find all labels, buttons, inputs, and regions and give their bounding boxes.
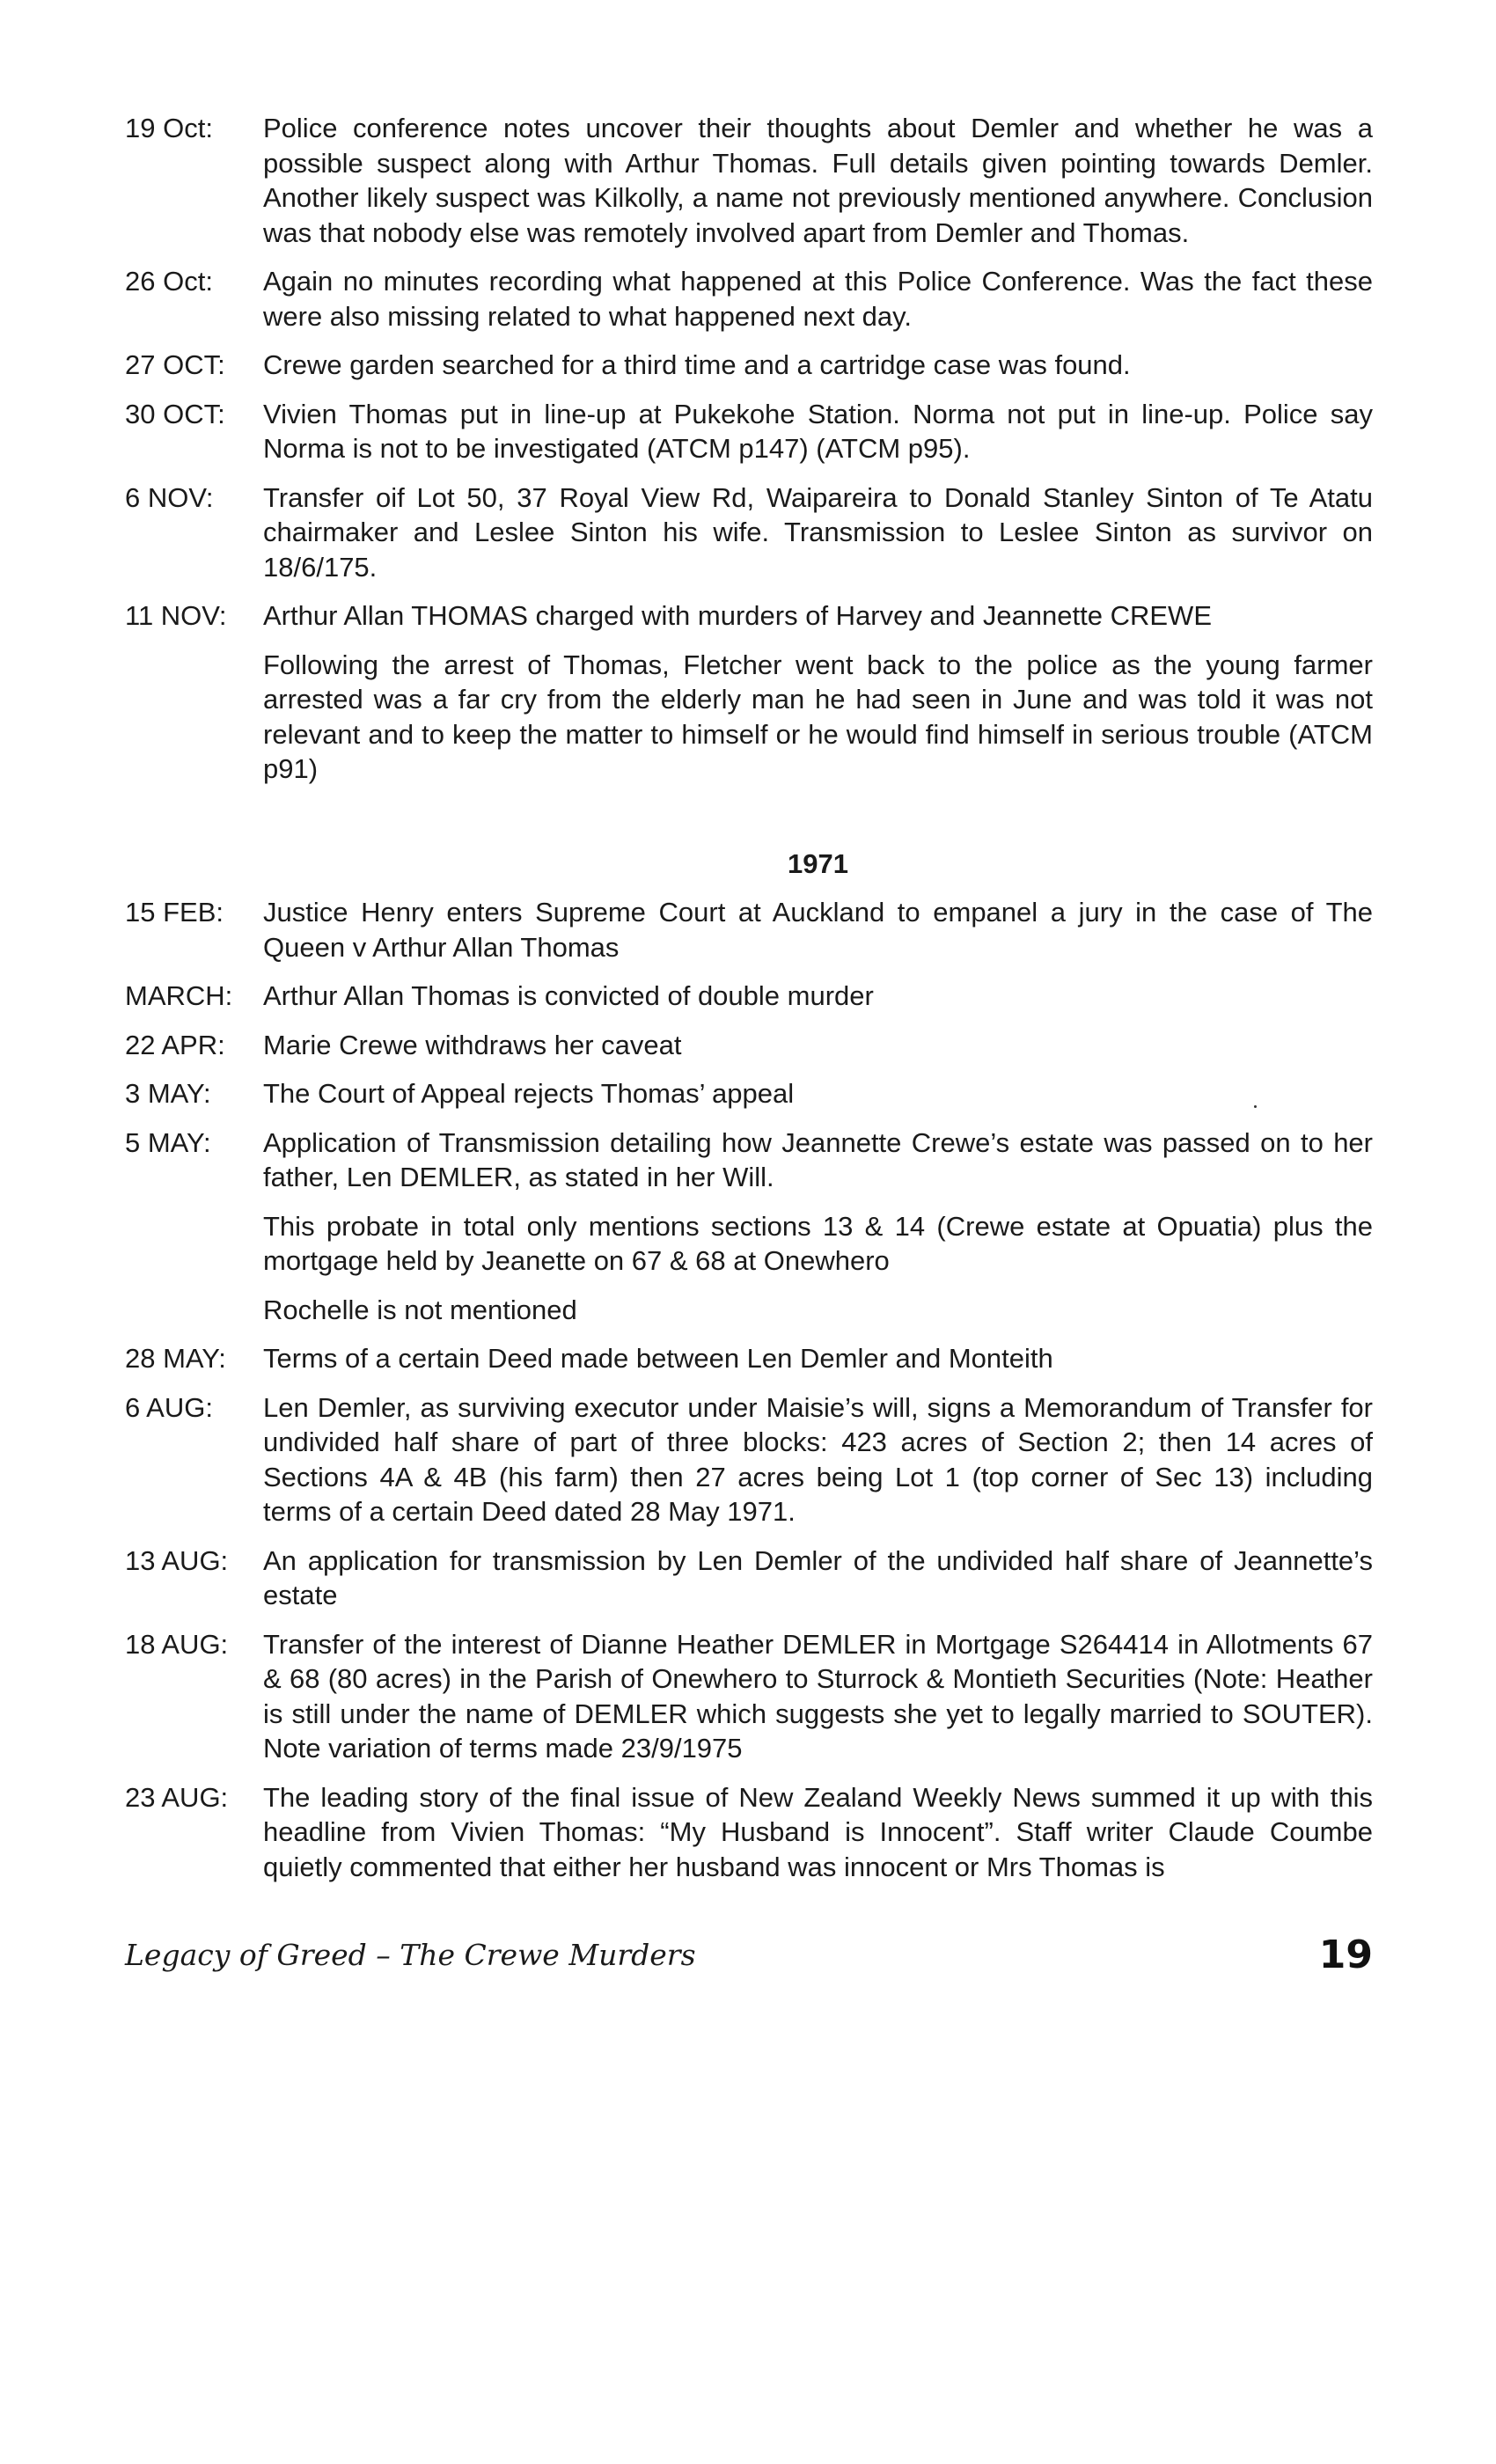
book-title: Legacy of Greed – The Crewe Murders [125,1938,696,1972]
entry-text: Following the arrest of Thomas, Fletcher went back to the police as the young farmer arrested was a far cry from the elderly man he had seen in June and was told it was not relevant and to keep the matter to himself or he would find himself in serious trouble (ATCM p91) [263,649,1373,784]
entry-text: Terms of a certain Deed made between Len Demler and Monteith [263,1343,1053,1374]
timeline-entry [125,1627,1373,1766]
entry-text: Transfer oif Lot 50, 37 Royal View Rd, Waipareira to Donald Stanley Sinton of Te Atatu chairmaker and Leslee Sinton his wife. Transmission to Leslee Sinton as survivor on 18/6/175. [263,481,1373,583]
entry-text: Crewe garden searched for a third time and a cartridge case was found. [263,349,1131,380]
entry-date: 3 MAY: [125,1078,211,1109]
entry-body [263,111,1373,250]
entry-date: 19 Oct: [125,113,213,143]
entry-body [263,1076,1373,1111]
entry-body [263,397,1373,466]
entry-text: The leading story of the final issue of New Zealand Weekly News summed it up with this headline from Vivien Thomas: “My Husband is Innocent”. Staff writer Claude Coumbe quietly commented that either her husband was innocent or Mrs Thomas is [263,1781,1373,1882]
entry-date: 6 AUG: [125,1391,213,1423]
entry-date: 22 APR: [125,1029,225,1060]
entry-body [263,1544,1373,1613]
timeline-entry [125,1028,1373,1063]
entry-text: Marie Crewe withdraws her caveat [263,1029,682,1060]
timeline-entry [125,598,1373,787]
entry-text: Len Demler, as surviving executor under Maisie’s will, signs a Memorandum of Transfer for undivided half share of part of three blocks: 423 acres of Section 2; then 14 acres of Sections 4A & 4B (his farm) then 27 acres being Lot 1 (top corner of Sec 13) including terms of a certain Deed dated 28 May 1971. [263,1391,1373,1527]
timeline-entry [125,1390,1373,1529]
entry-date: 5 MAY: [125,1126,211,1158]
entry-date: 23 AUG: [125,1781,229,1813]
entry-body [263,1390,1373,1529]
year-heading: 1971 [788,847,848,879]
entry-body [263,1126,1373,1328]
timeline [125,111,1373,1898]
timeline-entry [125,1076,1373,1111]
timeline-entry [125,397,1373,466]
scan-speck [1254,1105,1257,1108]
entry-date: 15 FEB: [125,897,224,928]
page-number: 19 [1318,1932,1373,1977]
timeline-entry [125,111,1373,250]
entry-text: Again no minutes recording what happened at this Police Conference. Was the fact these were also missing related to what happened next day. [263,266,1373,332]
timeline-entry [125,264,1373,334]
entry-date: 13 AUG: [125,1544,229,1576]
entry-body [263,264,1373,334]
entry-body [263,1780,1373,1885]
entry-text: An application for transmission by Len Demler of the undivided half share of Jeannette’s estate [263,1544,1373,1610]
timeline-entry [125,1544,1373,1613]
entry-date: 27 OCT: [125,349,225,380]
entry-date: 18 AUG: [125,1628,229,1660]
entry-text: Rochelle is not mentioned [263,1294,577,1325]
entry-text: Application of Transmission detailing how Jeannette Crewe’s estate was passed on to her father, Len DEMLER, as stated in her Will. [263,1126,1373,1192]
entry-text: Arthur Allan THOMAS charged with murders of Harvey and Jeannette CREWE [263,600,1212,631]
timeline-entry [125,480,1373,585]
entry-text: Police conference notes uncover their thoughts about Demler and whether he was a possible suspect along with Arthur Thomas. Full details given pointing towards Demler. Another likely suspect was Kilkolly, a name not previously mentioned anywhere. Conclusion was that nobody else was remotely involved apart from Demler and Thomas. [263,113,1373,248]
entry-body [263,598,1373,787]
entry-date: 30 OCT: [125,398,225,429]
timeline-entry [125,1341,1373,1376]
entry-body [263,480,1373,585]
entry-body [263,348,1373,383]
timeline-entry [125,1780,1373,1885]
entry-date: 26 Oct: [125,266,213,297]
entry-date: 6 NOV: [125,481,214,513]
timeline-entry [125,1126,1373,1328]
entry-text: This probate in total only mentions sections 13 & 14 (Crewe estate at Opuatia) plus the mortgage held by Jeanette on 67 & 68 at Onewhero [263,1210,1373,1276]
timeline-entry [125,979,1373,1014]
timeline-entry [125,895,1373,964]
entry-body [263,895,1373,964]
entry-text: Transfer of the interest of Dianne Heather DEMLER in Mortgage S264414 in Allotments 67 & 68 (80 acres) in the Parish of Onewhero to Sturrock & Montieth Securities (Note: Heather is still under the name of DEMLER which suggests she yet to legally married to SOUTER). Note variation of terms made 23/9/1975 [263,1628,1373,1764]
page-footer [125,1932,1373,1985]
entry-text: Vivien Thomas put in line-up at Pukekohe Station. Norma not put in line-up. Police say Norma is not to be investigated (ATCM p147) (ATCM p95). [263,398,1373,464]
entry-body [263,979,1373,1014]
entry-body [263,1627,1373,1766]
entry-body [263,1341,1373,1376]
timeline-entry [125,348,1373,383]
entry-date: MARCH: [125,980,233,1011]
entry-text: The Court of Appeal rejects Thomas’ appeal [263,1078,795,1109]
entry-body [263,1028,1373,1063]
entry-date: 28 MAY: [125,1343,226,1374]
entry-date: 11 NOV: [125,600,227,631]
entry-text: Arthur Allan Thomas is convicted of double murder [263,980,874,1011]
entry-text: Justice Henry enters Supreme Court at Auckland to empanel a jury in the case of The Queen v Arthur Allan Thomas [263,897,1373,963]
